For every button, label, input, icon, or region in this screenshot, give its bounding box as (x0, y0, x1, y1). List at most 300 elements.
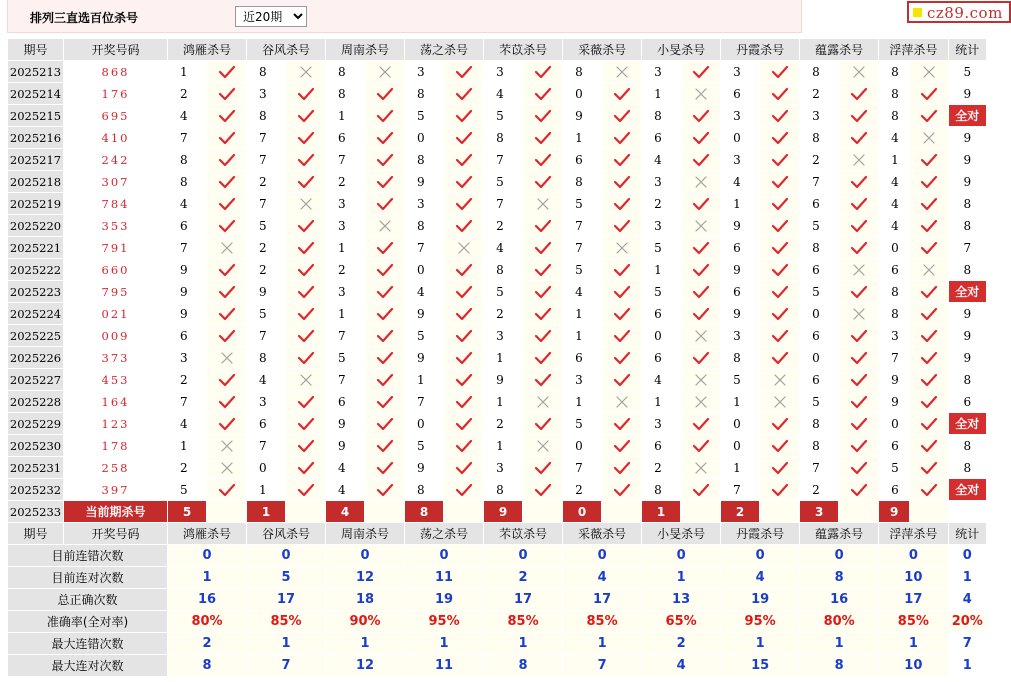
check-icon (771, 351, 789, 365)
kill-number-cell: 3 (721, 61, 760, 83)
summary-value: 15 (721, 655, 800, 677)
kill-number-cell: 9 (405, 303, 444, 325)
current-kill-blank (365, 501, 405, 523)
check-icon (376, 329, 394, 343)
table-row (8, 391, 987, 413)
result-mark-cell (681, 215, 721, 237)
kill-number-cell: 9 (168, 259, 207, 281)
check-icon (613, 175, 631, 189)
result-mark-cell (207, 369, 247, 391)
kill-number-cell: 4 (247, 369, 286, 391)
winning-number-cell: 178 (64, 435, 168, 457)
kill-number-cell: 8 (326, 83, 365, 105)
summary-column-header: 丹霞杀号 (721, 523, 800, 545)
summary-column-header: 芣苡杀号 (484, 523, 563, 545)
result-mark-cell (839, 127, 879, 149)
check-icon (534, 351, 552, 365)
kill-number-cell: 9 (326, 413, 365, 435)
result-mark-cell (207, 391, 247, 413)
kill-number-cell: 8 (405, 479, 444, 501)
result-mark-cell (760, 193, 800, 215)
result-mark-cell (444, 303, 484, 325)
kill-number-cell: 2 (168, 83, 207, 105)
kill-number-cell: 3 (247, 83, 286, 105)
kill-number-cell: 3 (800, 105, 839, 127)
check-icon (455, 175, 473, 189)
check-icon (297, 329, 315, 343)
result-mark-cell (365, 61, 405, 83)
check-icon (297, 263, 315, 277)
kill-number-cell: 3 (247, 391, 286, 413)
winning-number-cell: 453 (64, 369, 168, 391)
kill-number-cell: 1 (247, 479, 286, 501)
winning-number-cell: 258 (64, 457, 168, 479)
result-mark-cell (602, 435, 642, 457)
check-icon (920, 285, 938, 299)
result-mark-cell (760, 149, 800, 171)
kill-number-cell: 0 (563, 435, 602, 457)
kill-number-cell: 3 (721, 105, 760, 127)
result-mark-cell (286, 215, 326, 237)
cross-icon (455, 241, 473, 255)
result-mark-cell (365, 479, 405, 501)
result-mark-cell (207, 479, 247, 501)
kill-number-cell: 3 (168, 347, 207, 369)
check-icon (218, 153, 236, 167)
check-icon (534, 285, 552, 299)
check-icon (218, 197, 236, 211)
kill-number-cell: 7 (326, 369, 365, 391)
result-mark-cell (207, 259, 247, 281)
current-kill-blank (286, 501, 326, 523)
current-kill-label: 当前期杀号 (64, 501, 168, 523)
kill-number-cell: 8 (405, 149, 444, 171)
summary-value: 20% (948, 611, 986, 633)
summary-value: 90% (326, 611, 405, 633)
kill-number-cell: 8 (879, 83, 910, 105)
result-mark-cell (602, 325, 642, 347)
result-mark-cell (681, 149, 721, 171)
kill-number-cell: 1 (405, 369, 444, 391)
check-icon (376, 263, 394, 277)
result-mark-cell (839, 303, 879, 325)
result-mark-cell (681, 413, 721, 435)
result-mark-cell (760, 127, 800, 149)
kill-number-cell: 7 (800, 171, 839, 193)
kill-number-cell: 6 (721, 83, 760, 105)
kill-number-cell: 0 (405, 259, 444, 281)
summary-value: 7 (563, 655, 642, 677)
check-icon (455, 329, 473, 343)
column-header: 芣苡杀号 (484, 39, 563, 61)
table-row (8, 105, 987, 127)
check-icon (376, 153, 394, 167)
kill-number-cell: 3 (642, 61, 681, 83)
check-icon (455, 373, 473, 387)
check-icon (297, 109, 315, 123)
kill-number-cell: 6 (326, 127, 365, 149)
check-icon (297, 461, 315, 475)
cross-icon (218, 439, 236, 453)
cross-icon (613, 65, 631, 79)
check-icon (613, 263, 631, 277)
summary-value: 1 (484, 633, 563, 655)
result-mark-cell (839, 413, 879, 435)
result-mark-cell (523, 479, 563, 501)
result-mark-cell (839, 457, 879, 479)
result-mark-cell (365, 171, 405, 193)
kill-number-cell: 2 (642, 457, 681, 479)
stat-cell: 9 (948, 127, 986, 149)
kill-number-cell: 6 (800, 259, 839, 281)
winning-number-cell: 307 (64, 171, 168, 193)
result-mark-cell (760, 325, 800, 347)
check-icon (771, 219, 789, 233)
cross-icon (534, 439, 552, 453)
result-mark-cell (839, 259, 879, 281)
kill-number-cell: 8 (484, 259, 523, 281)
result-mark-cell (365, 325, 405, 347)
kill-number-cell: 6 (642, 347, 681, 369)
kill-number-cell: 4 (642, 149, 681, 171)
summary-row (8, 655, 987, 677)
check-icon (534, 417, 552, 431)
cross-icon (850, 263, 868, 277)
check-icon (850, 285, 868, 299)
table-row (8, 325, 987, 347)
cross-icon (534, 395, 552, 409)
kill-number-cell: 0 (247, 457, 286, 479)
kill-number-cell: 5 (484, 171, 523, 193)
result-mark-cell (681, 347, 721, 369)
stat-cell: 9 (948, 149, 986, 171)
winning-number-cell: 353 (64, 215, 168, 237)
check-icon (297, 351, 315, 365)
check-icon (297, 417, 315, 431)
result-mark-cell (207, 281, 247, 303)
result-mark-cell (839, 347, 879, 369)
summary-value: 4 (721, 567, 800, 589)
kill-number-table (7, 38, 987, 677)
result-mark-cell (523, 237, 563, 259)
current-kill-blank (207, 501, 247, 523)
kill-number-cell: 2 (247, 171, 286, 193)
result-mark-cell (444, 457, 484, 479)
kill-number-cell: 3 (405, 193, 444, 215)
summary-value: 0 (326, 545, 405, 567)
table-row (8, 347, 987, 369)
check-icon (455, 483, 473, 497)
cross-icon (920, 65, 938, 79)
kill-number-cell: 3 (484, 457, 523, 479)
current-kill-number: 2 (721, 501, 760, 523)
summary-value: 1 (879, 633, 948, 655)
summary-value: 85% (879, 611, 948, 633)
result-mark-cell (910, 281, 948, 303)
summary-row (8, 567, 987, 589)
summary-row (8, 633, 987, 655)
check-icon (218, 175, 236, 189)
check-icon (920, 175, 938, 189)
summary-value: 0 (642, 545, 721, 567)
result-mark-cell (523, 171, 563, 193)
kill-number-cell: 9 (168, 303, 207, 325)
kill-number-cell: 8 (405, 215, 444, 237)
result-mark-cell (207, 105, 247, 127)
result-mark-cell (523, 413, 563, 435)
result-mark-cell (910, 61, 948, 83)
kill-number-cell: 8 (879, 61, 910, 83)
summary-value: 0 (948, 545, 986, 567)
result-mark-cell (523, 325, 563, 347)
summary-row (8, 611, 987, 633)
result-mark-cell (760, 105, 800, 127)
check-icon (850, 197, 868, 211)
result-mark-cell (681, 369, 721, 391)
check-icon (920, 219, 938, 233)
period-cell: 2025230 (8, 435, 64, 457)
check-icon (771, 329, 789, 343)
check-icon (692, 109, 710, 123)
kill-number-cell: 2 (484, 215, 523, 237)
kill-number-cell: 9 (721, 215, 760, 237)
current-stat-blank (948, 501, 986, 523)
kill-number-cell: 3 (405, 61, 444, 83)
column-header: 浮萍杀号 (879, 39, 948, 61)
cross-icon (920, 263, 938, 277)
result-mark-cell (760, 259, 800, 281)
period-cell: 2025221 (8, 237, 64, 259)
kill-number-cell: 5 (642, 281, 681, 303)
cross-icon (771, 373, 789, 387)
cross-icon (692, 175, 710, 189)
summary-column-header: 谷风杀号 (247, 523, 326, 545)
check-icon (771, 197, 789, 211)
kill-number-cell: 2 (800, 479, 839, 501)
kill-number-cell: 3 (642, 171, 681, 193)
check-icon (920, 483, 938, 497)
check-icon (376, 351, 394, 365)
cross-icon (376, 219, 394, 233)
result-mark-cell (207, 303, 247, 325)
summary-value: 0 (484, 545, 563, 567)
result-mark-cell (207, 347, 247, 369)
cross-icon (297, 373, 315, 387)
summary-value: 85% (484, 611, 563, 633)
kill-number-cell: 7 (168, 391, 207, 413)
check-icon (850, 329, 868, 343)
kill-number-cell: 7 (168, 237, 207, 259)
kill-number-cell: 3 (721, 149, 760, 171)
kill-number-cell: 7 (247, 127, 286, 149)
check-icon (613, 373, 631, 387)
result-mark-cell (910, 435, 948, 457)
result-mark-cell (839, 479, 879, 501)
check-icon (534, 153, 552, 167)
result-mark-cell (523, 369, 563, 391)
result-mark-cell (910, 325, 948, 347)
result-mark-cell (910, 149, 948, 171)
summary-column-header: 小旻杀号 (642, 523, 721, 545)
kill-number-cell: 0 (721, 413, 760, 435)
kill-number-cell: 7 (326, 149, 365, 171)
period-cell: 2025232 (8, 479, 64, 501)
check-icon (297, 219, 315, 233)
check-icon (455, 131, 473, 145)
result-mark-cell (523, 457, 563, 479)
winning-number-cell: 784 (64, 193, 168, 215)
check-icon (920, 329, 938, 343)
result-mark-cell (839, 281, 879, 303)
result-mark-cell (444, 413, 484, 435)
table-row (8, 215, 987, 237)
cross-icon (850, 65, 868, 79)
kill-number-cell: 7 (168, 127, 207, 149)
check-icon (771, 461, 789, 475)
check-icon (534, 175, 552, 189)
kill-number-cell: 1 (721, 391, 760, 413)
result-mark-cell (365, 259, 405, 281)
cross-icon (692, 87, 710, 101)
result-mark-cell (602, 479, 642, 501)
period-cell: 2025224 (8, 303, 64, 325)
current-kill-blank (523, 501, 563, 523)
check-icon (218, 329, 236, 343)
page-header (7, 0, 802, 33)
kill-number-cell: 2 (484, 413, 523, 435)
result-mark-cell (365, 457, 405, 479)
kill-number-cell: 8 (800, 435, 839, 457)
kill-number-cell: 1 (484, 347, 523, 369)
result-mark-cell (602, 281, 642, 303)
summary-value: 4 (948, 589, 986, 611)
result-mark-cell (523, 435, 563, 457)
kill-number-cell: 9 (721, 303, 760, 325)
summary-value: 1 (247, 633, 326, 655)
kill-number-cell: 7 (800, 457, 839, 479)
kill-number-cell: 4 (484, 237, 523, 259)
kill-number-cell: 1 (563, 303, 602, 325)
kill-number-cell: 2 (326, 171, 365, 193)
kill-number-cell: 2 (168, 369, 207, 391)
kill-number-cell: 4 (168, 193, 207, 215)
check-icon (297, 285, 315, 299)
result-mark-cell (286, 325, 326, 347)
summary-value: 2 (484, 567, 563, 589)
result-mark-cell (760, 215, 800, 237)
check-icon (376, 87, 394, 101)
result-mark-cell (602, 215, 642, 237)
result-mark-cell (365, 347, 405, 369)
kill-number-cell: 2 (247, 259, 286, 281)
kill-number-cell: 0 (721, 127, 760, 149)
check-icon (613, 439, 631, 453)
check-icon (297, 175, 315, 189)
result-mark-cell (365, 193, 405, 215)
result-mark-cell (286, 127, 326, 149)
kill-number-cell: 3 (326, 193, 365, 215)
current-kill-blank (760, 501, 800, 523)
check-icon (850, 87, 868, 101)
check-icon (376, 373, 394, 387)
summary-value: 4 (563, 567, 642, 589)
result-mark-cell (444, 259, 484, 281)
result-mark-cell (910, 171, 948, 193)
kill-number-cell: 7 (247, 325, 286, 347)
check-icon (850, 395, 868, 409)
result-mark-cell (681, 281, 721, 303)
result-mark-cell (444, 105, 484, 127)
result-mark-cell (444, 215, 484, 237)
kill-number-cell: 5 (879, 457, 910, 479)
result-mark-cell (910, 369, 948, 391)
check-icon (376, 109, 394, 123)
summary-value: 65% (642, 611, 721, 633)
summary-column-header: 荡之杀号 (405, 523, 484, 545)
result-mark-cell (910, 391, 948, 413)
kill-number-cell: 1 (721, 193, 760, 215)
kill-number-cell: 1 (642, 83, 681, 105)
stat-cell: 8 (948, 193, 986, 215)
summary-value: 8 (168, 655, 247, 677)
kill-number-cell: 9 (879, 369, 910, 391)
check-icon (850, 219, 868, 233)
kill-number-cell: 5 (405, 435, 444, 457)
cross-icon (692, 373, 710, 387)
result-mark-cell (523, 61, 563, 83)
result-mark-cell (760, 457, 800, 479)
current-kill-number: 9 (484, 501, 523, 523)
summary-value: 0 (879, 545, 948, 567)
result-mark-cell (365, 83, 405, 105)
result-mark-cell (760, 391, 800, 413)
result-mark-cell (681, 193, 721, 215)
table-row (8, 479, 987, 501)
kill-number-cell: 6 (879, 479, 910, 501)
summary-value: 7 (247, 655, 326, 677)
period-cell: 2025215 (8, 105, 64, 127)
check-icon (692, 241, 710, 255)
result-mark-cell (286, 259, 326, 281)
winning-number-cell: 695 (64, 105, 168, 127)
kill-number-cell: 7 (326, 325, 365, 347)
result-mark-cell (523, 149, 563, 171)
result-mark-cell (523, 259, 563, 281)
kill-number-cell: 8 (642, 479, 681, 501)
check-icon (455, 461, 473, 475)
result-mark-cell (207, 149, 247, 171)
check-icon (534, 307, 552, 321)
check-icon (455, 417, 473, 431)
result-mark-cell (207, 325, 247, 347)
period-cell: 2025220 (8, 215, 64, 237)
period-select[interactable] (235, 6, 307, 27)
kill-number-cell: 6 (721, 281, 760, 303)
result-mark-cell (286, 105, 326, 127)
site-logo[interactable] (907, 1, 1011, 23)
check-icon (613, 461, 631, 475)
stat-cell: 全对 (948, 413, 986, 435)
summary-value: 19 (405, 589, 484, 611)
kill-number-cell: 1 (563, 325, 602, 347)
period-cell: 2025231 (8, 457, 64, 479)
summary-value: 12 (326, 655, 405, 677)
result-mark-cell (839, 61, 879, 83)
check-icon (376, 417, 394, 431)
result-mark-cell (365, 413, 405, 435)
kill-number-cell: 1 (326, 105, 365, 127)
result-mark-cell (760, 479, 800, 501)
